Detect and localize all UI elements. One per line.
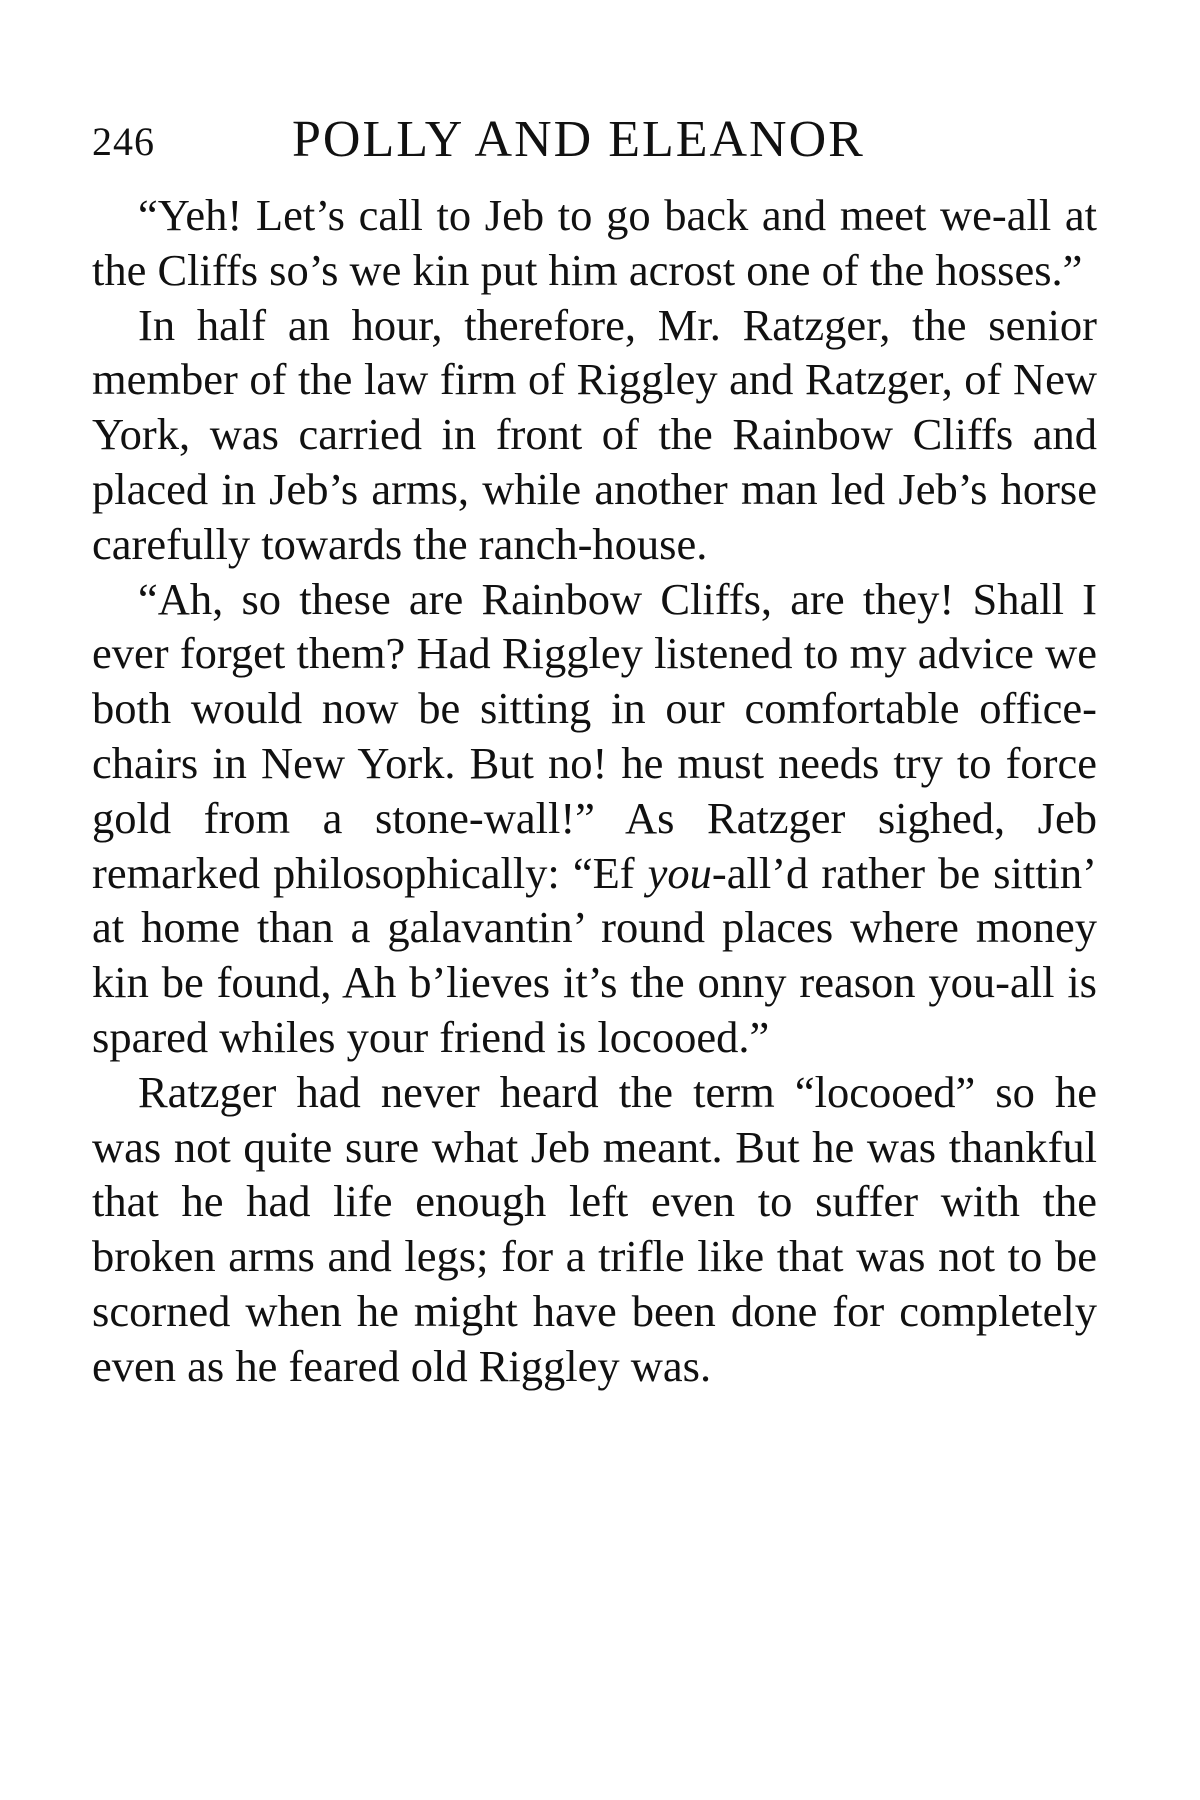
emphasized-word: you — [647, 847, 712, 898]
paragraph-4: Ratzger had never heard the term “locooed” so he was not quite sure what Jeb meant. But he was thankful that he had life enough left even to suffer with the broken arms and legs; for a trifle like that was not to be scorned when he might have been done for completely even as he feared old Riggley was. — [92, 1066, 1097, 1391]
page-number: 246 — [92, 119, 155, 164]
paragraph-2: In half an hour, therefore, Mr. Ratzger, the senior member of the law firm of Riggley and Ratzger, of New York, was carried in front of the Rainbow Cliffs and placed in Jeb’s arms, while another man led Jeb’s horse carefully towards the ranch-house. — [92, 299, 1097, 569]
paragraph-1: “Yeh! Let’s call to Jeb to go back and meet we-all at the Cliffs so’s we kin put him acrost one of the hosses.” — [92, 190, 1097, 295]
book-page — [92, 110, 1097, 1394]
body-text — [92, 188, 1097, 1394]
paragraph-3: “Ah, so these are Rainbow Cliffs, are they! Shall I ever forget them? Had Riggley listened to my advice we both would now be sitting in our comfortable office-chairs in New York. But no! he must needs try to force gold from a stone-wall!” As Ratzger sighed, Jeb remarked philosophically: “Ef you-all’d rather be sittin’ at home than a galavantin’ round places where money kin be found, Ah b’lieves it’s the onny reason you-all is spared whiles your friend is locooed.” — [92, 573, 1097, 1062]
running-head: POLLY AND ELEANOR — [292, 111, 865, 168]
page-header — [92, 110, 1097, 172]
